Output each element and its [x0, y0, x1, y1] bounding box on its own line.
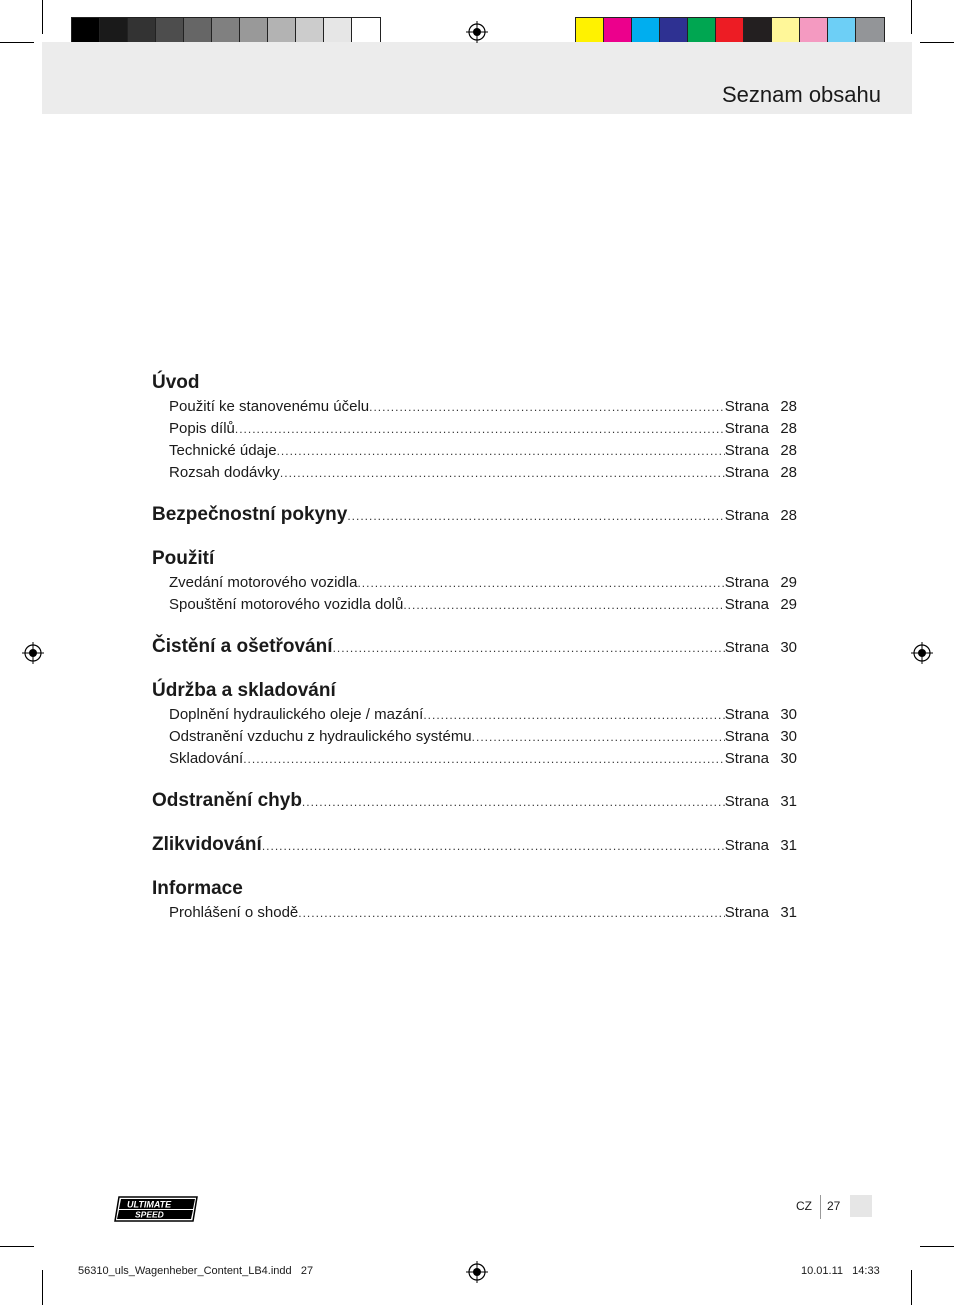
page-number: 31 [780, 904, 797, 921]
registration-mark-icon [466, 1261, 488, 1283]
crop-mark [911, 0, 912, 34]
toc-page-ref [725, 726, 797, 748]
toc-entry[interactable] [152, 748, 797, 770]
toc-entry-label: Spouštění motorového vozidla dolů [169, 596, 404, 613]
crop-mark [42, 1270, 43, 1305]
page-number: 31 [780, 793, 797, 810]
leader-dots [347, 503, 724, 529]
leader-dots [277, 440, 725, 462]
toc-section-title: Bezpečnostní pokyny [152, 504, 348, 525]
page-number-footer: 27 [827, 1199, 841, 1213]
toc-section [152, 678, 797, 770]
crop-mark [42, 0, 43, 34]
toc-section-title: Informace [152, 878, 243, 899]
footer-gray-box [850, 1195, 872, 1217]
page-label: Strana [724, 750, 769, 767]
leader-dots [403, 594, 724, 616]
toc-section [152, 546, 797, 616]
toc-entry-label: Popis dílů [169, 420, 235, 437]
toc-page-ref [725, 594, 797, 616]
registration-mark-icon [911, 642, 933, 664]
leader-dots [280, 462, 725, 484]
page-label: Strana [724, 837, 769, 854]
page-number: 30 [780, 639, 797, 656]
page-number: 29 [780, 574, 797, 591]
page-number: 30 [780, 706, 797, 723]
toc-entry-label: Zvedání motorového vozidla [169, 574, 358, 591]
toc-entry[interactable] [152, 594, 797, 616]
leader-dots [333, 635, 725, 661]
leader-dots [298, 902, 725, 924]
page-label: Strana [724, 904, 769, 921]
page-label: Strana [724, 793, 769, 810]
toc-page-ref [725, 833, 797, 859]
toc-entry[interactable] [152, 902, 797, 924]
toc-entry-label: Prohlášení o shodě [169, 904, 299, 921]
toc-section [152, 502, 797, 528]
toc-page-ref [725, 635, 797, 661]
page-label: Strana [724, 728, 769, 745]
toc-page-ref [725, 440, 797, 462]
toc-page-ref [725, 789, 797, 815]
page-number: 28 [780, 398, 797, 415]
leader-dots [357, 572, 724, 594]
page-label: Strana [724, 574, 769, 591]
toc-page-ref [725, 462, 797, 484]
toc-entry-label: Skladování [169, 750, 244, 767]
toc-entry[interactable] [152, 634, 797, 660]
toc-entry-label: Odstranění vzduchu z hydraulického systému [169, 728, 472, 745]
crop-mark [911, 1270, 912, 1305]
crop-mark [0, 1246, 34, 1247]
page-label: Strana [724, 507, 769, 524]
toc-entry[interactable] [152, 788, 797, 814]
svg-text:SPEED: SPEED [135, 1209, 164, 1220]
toc-section [152, 832, 797, 858]
crop-mark [920, 42, 954, 43]
toc-entry[interactable] [152, 462, 797, 484]
toc-section [152, 634, 797, 660]
toc-page-ref [725, 704, 797, 726]
language-code: CZ [796, 1199, 812, 1213]
toc-section [152, 370, 797, 484]
toc-section-title: Použití [152, 548, 215, 569]
toc-page-ref [725, 418, 797, 440]
toc-page-ref [725, 396, 797, 418]
registration-mark-icon [22, 642, 44, 664]
slug-filename: 56310_uls_Wagenheber_Content_LB4.indd 27 [78, 1265, 314, 1277]
page-number: 30 [780, 750, 797, 767]
toc-entry[interactable] [152, 572, 797, 594]
leader-dots [423, 704, 724, 726]
toc-entry[interactable] [152, 502, 797, 528]
page-title: Seznam obsahu [722, 82, 881, 107]
toc-page-ref [725, 748, 797, 770]
toc-entry[interactable] [152, 704, 797, 726]
slug-datetime: 10.01.11 14:33 [801, 1265, 880, 1277]
toc-section-title: Čistění a ošetřování [152, 636, 333, 657]
toc-entry-label: Použití ke stanovenému účelu [169, 398, 370, 415]
page-label: Strana [724, 420, 769, 437]
toc-entry-label: Doplnění hydraulického oleje / mazání [169, 706, 424, 723]
page-label: Strana [724, 464, 769, 481]
page-number: 28 [780, 442, 797, 459]
toc-entry-label: Technické údaje [169, 442, 277, 459]
page-number: 28 [780, 464, 797, 481]
svg-text:ULTIMATE: ULTIMATE [127, 1199, 172, 1210]
toc-page-ref [725, 503, 797, 529]
leader-dots [302, 789, 725, 815]
toc-entry[interactable] [152, 418, 797, 440]
page-number: 28 [780, 420, 797, 437]
toc-page-ref [725, 572, 797, 594]
page-number: 30 [780, 728, 797, 745]
toc-entry[interactable] [152, 726, 797, 748]
crop-mark [920, 1246, 954, 1247]
toc-entry-label: Rozsah dodávky [169, 464, 280, 481]
page-number: 28 [780, 507, 797, 524]
leader-dots [472, 726, 725, 748]
toc-entry[interactable] [152, 440, 797, 462]
toc-section-title: Údržba a skladování [152, 680, 336, 701]
leader-dots [235, 418, 725, 440]
page-label: Strana [724, 706, 769, 723]
toc-section-title: Odstranění chyb [152, 790, 302, 811]
toc-section [152, 876, 797, 924]
leader-dots [369, 396, 725, 418]
table-of-contents [152, 370, 797, 942]
toc-entry[interactable] [152, 832, 797, 858]
footer-divider [820, 1195, 821, 1219]
toc-entry[interactable] [152, 396, 797, 418]
toc-page-ref [725, 902, 797, 924]
page-label: Strana [724, 442, 769, 459]
page-label: Strana [724, 398, 769, 415]
leader-dots [262, 833, 725, 859]
ultimate-speed-logo [113, 1195, 199, 1223]
crop-mark [0, 42, 34, 43]
page-number: 31 [780, 837, 797, 854]
toc-section-title: Úvod [152, 372, 200, 393]
registration-mark-icon [466, 21, 488, 43]
page-label: Strana [724, 596, 769, 613]
toc-section [152, 788, 797, 814]
toc-section-title: Zlikvidování [152, 834, 262, 855]
page-number: 29 [780, 596, 797, 613]
page-label: Strana [724, 639, 769, 656]
leader-dots [243, 748, 725, 770]
